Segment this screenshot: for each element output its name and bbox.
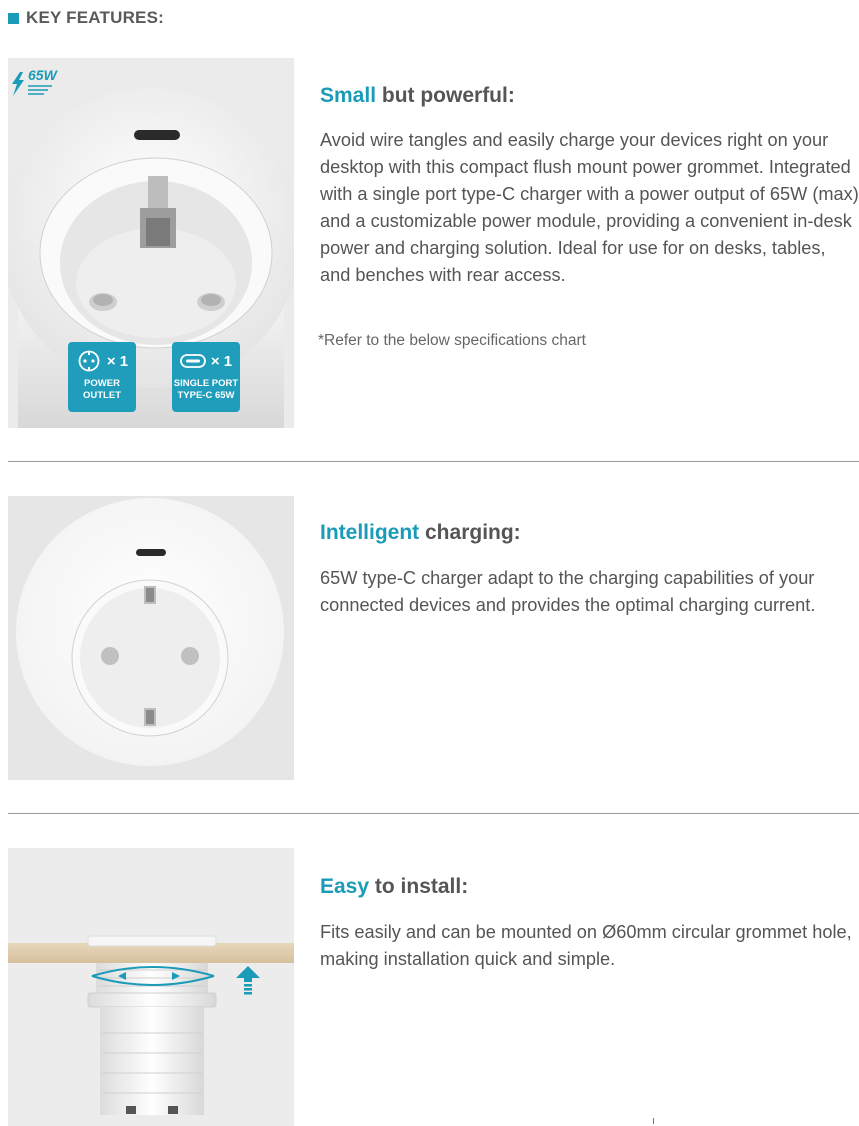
grommet-top-view-illustration — [8, 496, 294, 780]
key-features-header — [8, 7, 164, 29]
feature-title-intelligent-charging — [320, 521, 521, 545]
feature-title-easy-install — [320, 875, 468, 899]
usb-c-count: × 1 — [210, 352, 233, 370]
badge-usb-c — [172, 342, 240, 412]
feature-description-easy-install: Fits easily and can be mounted on Ø60mm circular grommet hole, making installation quick and simple. — [320, 922, 852, 969]
grommet-angled-illustration — [8, 58, 294, 428]
feature-description-intelligent-charging: 65W type-C charger adapt to the charging capabilities of your connected devices and provides the optimal charging current. — [320, 568, 816, 615]
title-rest: to install: — [369, 875, 469, 898]
badge-label-line2: TYPE-C 65W — [177, 390, 235, 401]
power-outlet-count: × 1 — [106, 352, 129, 370]
section-divider — [8, 813, 859, 814]
title-rest: charging: — [419, 521, 521, 544]
installation-illustration — [8, 848, 294, 1126]
badge-power-outlet — [68, 342, 136, 412]
usb-c-icon — [180, 354, 206, 368]
badge-label-line1: SINGLE PORT — [173, 378, 239, 389]
badge-label-line1: POWER — [84, 378, 120, 389]
title-accent: Intelligent — [320, 521, 420, 544]
page-tick-mark — [653, 1118, 654, 1124]
title-accent: Small — [320, 84, 377, 107]
title-rest: but powerful: — [376, 84, 515, 107]
specifications-note: *Refer to the below specifications chart — [318, 332, 586, 349]
feature-image-small-powerful — [8, 58, 294, 428]
title-accent: Easy — [320, 875, 370, 898]
power-outlet-icon — [76, 350, 102, 372]
section-divider — [8, 461, 859, 462]
feature-description-small-powerful: Avoid wire tangles and easily charge your devices right on your desktop with this compact flush mount power grommet. Integrated with a single port type-C charger with a power output of 65W (max) and a customizable power module, providing a convenient in-desk power and charging solution. Ideal for use for on desks, tables, and benches with rear access. — [320, 130, 859, 285]
badge-label-line2: OUTLET — [83, 390, 121, 401]
power-65w-badge: 65W — [28, 67, 57, 83]
feature-image-easy-install — [8, 848, 294, 1126]
header-square-icon — [8, 13, 19, 24]
header-title: KEY FEATURES: — [26, 8, 164, 27]
feature-title-small-powerful — [320, 84, 515, 108]
feature-image-intelligent-charging — [8, 496, 294, 780]
